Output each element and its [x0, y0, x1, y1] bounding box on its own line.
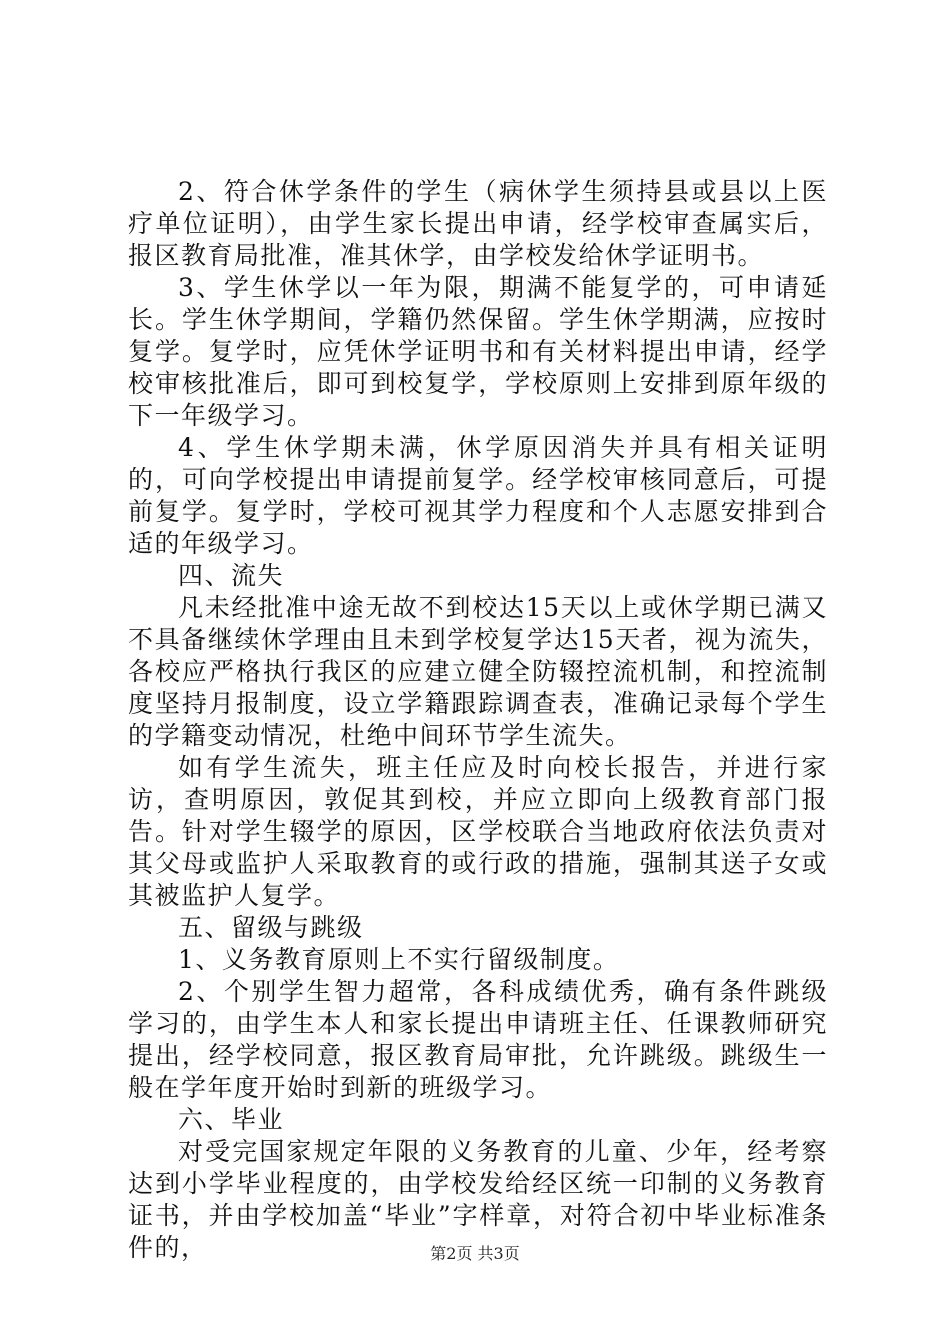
paragraph-suspension-conditions: 2、符合休学条件的学生（病休学生须持县或县以上医疗单位证明），由学生家长提出申请，经学校审查属实后，报区教育局批准，准其休学，由学校发给休学证明书。	[128, 177, 828, 270]
page-number-footer: 第2页 共3页	[430, 1244, 520, 1263]
section-heading-dropout: 四、流失	[178, 561, 285, 590]
paragraph-dropout-definition: 凡未经批准中途无故不到校达15天以上或休学期已满又不具备继续休学理由且未到学校复学达15天者，视为流失，各校应严格执行我区的应建立健全防辍控流机制，和控流制度坚持月报制度，设立学籍跟踪调查表，准确记录每个学生的学籍变动情况，杜绝中间环节学生流失。	[128, 593, 828, 750]
paragraph-dropout-handling: 如有学生流失，班主任应及时向校长报告，并进行家访，查明原因，敦促其到校，并应立即向上级教育部门报告。针对学生辍学的原因，区学校联合当地政府依法负责对其父母或监护人采取教育的或行政的措施，强制其送子女或其被监护人复学。	[128, 753, 828, 910]
paragraph-early-return: 4、学生休学期未满，休学原因消失并具有相关证明的，可向学校提出申请提前复学。经学校审核同意后，可提前复学。复学时，学校可视其学力程度和个人志愿安排到合适的年级学习。	[128, 433, 828, 558]
document-body	[128, 176, 828, 1264]
paragraph-grade-skip: 2、个别学生智力超常，各科成绩优秀，确有条件跳级学习的，由学生本人和家长提出申请班主任、任课教师研究提出，经学校同意，报区教育局审批，允许跳级。跳级生一般在学年度开始时到新的班级学习。	[128, 977, 828, 1102]
paragraph-suspension-period: 3、学生休学以一年为限，期满不能复学的，可申请延长。学生休学期间，学籍仍然保留。学生休学期满，应按时复学。复学时，应凭休学证明书和有关材料提出申请，经学校审核批准后，即可到校复学，学校原则上安排到原年级的下一年级学习。	[128, 273, 828, 430]
section-heading-graduation: 六、毕业	[178, 1105, 285, 1134]
paragraph-graduation: 对受完国家规定年限的义务教育的儿童、少年，经考察达到小学毕业程度的，由学校发给经区统一印制的义务教育证书，并由学校加盖“毕业”字样章，对符合初中毕业标准条件的，	[128, 1137, 828, 1262]
section-heading-repeat-skip: 五、留级与跳级	[178, 913, 364, 942]
paragraph-no-repeat: 1、义务教育原则上不实行留级制度。	[178, 945, 620, 974]
